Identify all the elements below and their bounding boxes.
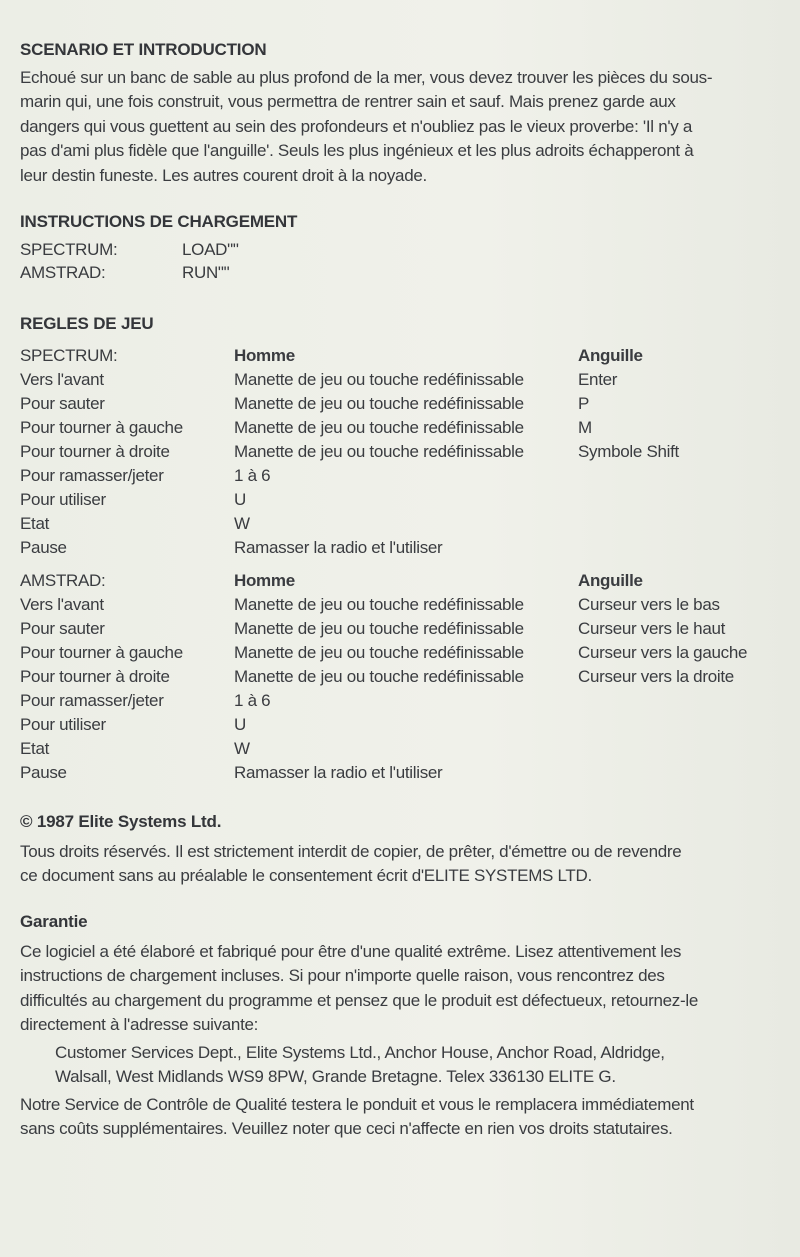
- homme-cell: Manette de jeu ou touche redéfinissable: [234, 643, 524, 662]
- table-row: [20, 466, 780, 490]
- scenario-line: leur destin funeste. Les autres courent droit à la noyade.: [20, 165, 427, 185]
- warranty-line: directement à l'adresse suivante:: [20, 1015, 259, 1035]
- homme-header: Homme: [234, 571, 295, 590]
- table-row: [20, 538, 780, 562]
- table-row: [20, 739, 780, 763]
- homme-cell: W: [234, 739, 250, 758]
- warranty-line: instructions de chargement incluses. Si pour n'importe quelle raison, vous rencontrez des: [20, 966, 665, 986]
- copyright-paragraph: [20, 840, 681, 889]
- homme-cell: Manette de jeu ou touche redéfinissable: [234, 619, 524, 638]
- action-cell: Pour tourner à gauche: [20, 418, 183, 437]
- homme-cell: U: [234, 715, 246, 734]
- spectrum-label: SPECTRUM:: [20, 346, 118, 365]
- anguille-cell: P: [578, 394, 590, 413]
- anguille-cell: M: [578, 418, 592, 437]
- warranty-address: [55, 1041, 665, 1090]
- homme-cell: W: [234, 514, 250, 533]
- homme-cell: Ramasser la radio et l'utiliser: [234, 538, 443, 557]
- action-cell: Pour tourner à droite: [20, 667, 170, 686]
- anguille-cell: Enter: [578, 370, 618, 389]
- warranty-line: Ce logiciel a été élaboré et fabriqué pour être d'une qualité extrême. Lisez attentivement les: [20, 942, 682, 961]
- scenario-title: SCENARIO ET INTRODUCTION: [20, 40, 267, 59]
- action-cell: Pour ramasser/jeter: [20, 466, 164, 485]
- table-row: [20, 643, 780, 667]
- table-row: [20, 595, 780, 619]
- homme-header: Homme: [234, 346, 295, 365]
- action-cell: Pour utiliser: [20, 490, 106, 509]
- table-row: [20, 394, 780, 418]
- action-cell: Pour tourner à droite: [20, 442, 170, 461]
- homme-cell: Ramasser la radio et l'utiliser: [234, 763, 443, 782]
- action-cell: Pour sauter: [20, 394, 105, 413]
- loading-command: LOAD"": [182, 240, 239, 259]
- anguille-cell: Curseur vers la droite: [578, 667, 734, 686]
- loading-machine: AMSTRAD:: [20, 263, 106, 282]
- loading-row: [20, 240, 780, 264]
- action-cell: Pour ramasser/jeter: [20, 691, 164, 710]
- scenario-line: pas d'ami plus fidèle que l'anguille'. Seuls les plus ingénieux et les plus adroits échapperont à: [20, 141, 694, 161]
- copyright-line: Tous droits réservés. Il est strictement interdit de copier, de prêter, d'émettre ou de revendre: [20, 842, 682, 861]
- copyright-line: ce document sans au préalable le consentement écrit d'ELITE SYSTEMS LTD.: [20, 866, 592, 886]
- anguille-header: Anguille: [578, 571, 643, 590]
- closing-line: sans coûts supplémentaires. Veuillez noter que ceci n'affecte en rien vos droits statutaires.: [20, 1119, 673, 1139]
- homme-cell: Manette de jeu ou touche redéfinissable: [234, 418, 524, 437]
- spectrum-header-row: [20, 346, 780, 370]
- table-row: [20, 490, 780, 514]
- action-cell: Pour utiliser: [20, 715, 106, 734]
- loading-title: INSTRUCTIONS DE CHARGEMENT: [20, 212, 298, 231]
- homme-cell: U: [234, 490, 246, 509]
- warranty-paragraph: [20, 940, 698, 1038]
- action-cell: Pause: [20, 538, 67, 557]
- amstrad-label: AMSTRAD:: [20, 571, 106, 590]
- homme-cell: Manette de jeu ou touche redéfinissable: [234, 394, 524, 413]
- homme-cell: Manette de jeu ou touche redéfinissable: [234, 370, 524, 389]
- homme-cell: Manette de jeu ou touche redéfinissable: [234, 667, 524, 686]
- homme-cell: Manette de jeu ou touche redéfinissable: [234, 595, 524, 614]
- action-cell: Vers l'avant: [20, 370, 104, 389]
- copyright-title: © 1987 Elite Systems Ltd.: [20, 812, 222, 831]
- table-row: [20, 691, 780, 715]
- action-cell: Pour tourner à gauche: [20, 643, 183, 662]
- table-row: [20, 418, 780, 442]
- scenario-line: marin qui, une fois construit, vous permettra de rentrer sain et sauf. Mais prenez garde aux: [20, 92, 676, 112]
- anguille-cell: Curseur vers la gauche: [578, 643, 748, 662]
- anguille-cell: Curseur vers le bas: [578, 595, 720, 614]
- loading-row: [20, 263, 780, 287]
- loading-machine: SPECTRUM:: [20, 240, 118, 259]
- warranty-title: Garantie: [20, 912, 88, 931]
- warranty-line: difficultés au chargement du programme et pensez que le produit est défectueux, retournez-le: [20, 990, 699, 1010]
- action-cell: Pause: [20, 763, 67, 782]
- address-line: Walsall, West Midlands WS9 8PW, Grande Bretagne. Telex 336130 ELITE G.: [55, 1067, 616, 1087]
- anguille-cell: Curseur vers le haut: [578, 619, 726, 638]
- table-row: [20, 715, 780, 739]
- scenario-line: Echoué sur un banc de sable au plus profond de la mer, vous devez trouver les pièces du sous-: [20, 68, 713, 87]
- anguille-cell: Symbole Shift: [578, 442, 679, 461]
- action-cell: Etat: [20, 739, 50, 758]
- homme-cell: 1 à 6: [234, 691, 271, 710]
- action-cell: Etat: [20, 514, 50, 533]
- scenario-line: dangers qui vous guettent au sein des profondeurs et n'oubliez pas le vieux proverbe: 'Il n'y a: [20, 116, 693, 136]
- table-row: [20, 442, 780, 466]
- action-cell: Pour sauter: [20, 619, 105, 638]
- loading-command: RUN"": [182, 263, 230, 282]
- homme-cell: Manette de jeu ou touche redéfinissable: [234, 442, 524, 461]
- table-row: [20, 667, 780, 691]
- table-row: [20, 370, 780, 394]
- scenario-paragraph: [20, 66, 712, 188]
- anguille-header: Anguille: [578, 346, 643, 365]
- rules-title: REGLES DE JEU: [20, 314, 154, 333]
- table-row: [20, 763, 780, 787]
- address-line: Customer Services Dept., Elite Systems Ltd., Anchor House, Anchor Road, Aldridge,: [55, 1043, 665, 1062]
- action-cell: Vers l'avant: [20, 595, 104, 614]
- homme-cell: 1 à 6: [234, 466, 271, 485]
- table-row: [20, 514, 780, 538]
- amstrad-header-row: [20, 571, 780, 595]
- warranty-closing: [20, 1093, 694, 1142]
- table-row: [20, 619, 780, 643]
- closing-line: Notre Service de Contrôle de Qualité testera le ponduit et vous le remplacera immédiatement: [20, 1095, 694, 1114]
